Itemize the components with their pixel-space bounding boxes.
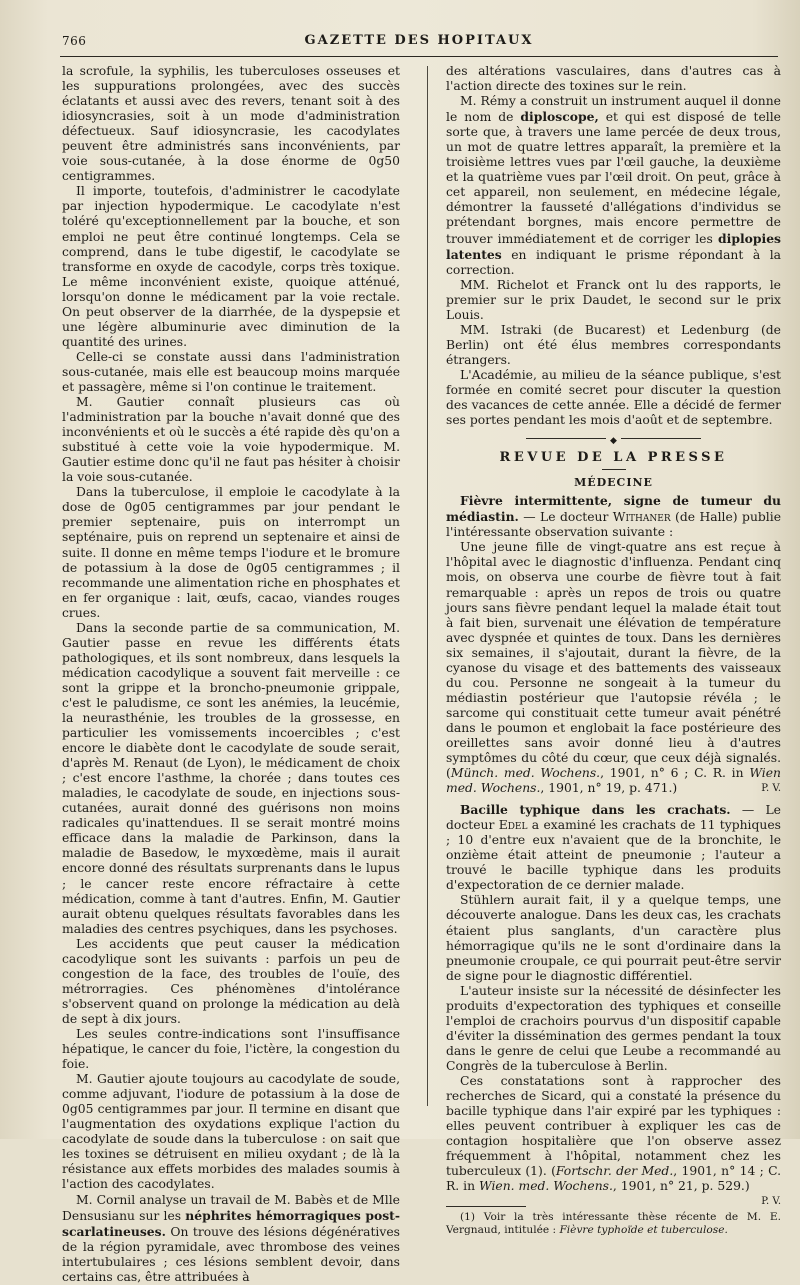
journal-ref: Münch. med. Wochens.: [450, 766, 601, 781]
text-run: — Le docteur: [518, 510, 613, 525]
paragraph: Les accidents que peut causer la médication cacodylique sont les suivants : parfois un peu de congestion de la face, des troubles de l'ouïe, des métrorragies. Ces phénomènes d'intolérance s'observent quand on prolonge la médication au delà de sept à dix jours.: [62, 936, 400, 1026]
text-run: (1) Voir la très intéressante thèse récente de M. E. Vergnaud, intitulée :: [446, 1211, 781, 1236]
text-run: M. Cornil analyse un travail de M. Babès et de Mlle Densusianu sur les: [62, 1192, 400, 1223]
text-run: Une jeune fille de vingt-quatre ans est reçue à l'hôpital avec le diagnostic d'influenza. Pendant cinq mois, on observa une courbe de fièvre tout à fait remarquable : après un repos de trois ou quatre jours sans fièvre pendant lequel la malade était tout à fait bien, survenait une élévation de température avec dyspnée et quintes de toux. Dans les dernières six semaines, il s'ajoutait, durant la fièvre, de la cyanose du visage et des battements des vaisseaux du cou. Personne ne songeait à la tumeur du médiastin postérieur que l'autopsie révéla ; le sarcome qui constituait cette tumeur avait pénétré dans le poumon et englobait la face postérieure des oreillettes sans avoir donné lieu à d'autres symptômes du côté du cœur, que ceux déjà signalés. (: [446, 540, 781, 781]
paragraph: [446, 94, 781, 278]
text-run: M. Rémy a construit un instrument auquel il donne le nom de: [446, 94, 781, 125]
text-run: — Le docteur: [446, 803, 781, 833]
paragraph: [446, 1074, 782, 1208]
column-divider: [427, 66, 428, 1106]
section-ornament: [446, 432, 781, 447]
footnote-rule: [446, 1206, 526, 1207]
right-column: [446, 64, 781, 1236]
short-rule: [602, 469, 626, 470]
paragraph: la scrofule, la syphilis, les tuberculoses osseuses et les suppurations prolongées, avec des succès éclatants et aussi avec des revers, tenant soit à des idiosyncrasies, soit à un mode d'administration défectueux. Sauf idiosyncrasie, les cacodylates peuvent être administrés sans inconvénients, par voie sous-cutanée, à la dose énorme de 0g50 centigrammes.: [62, 64, 400, 184]
journal-ref: Wien. med. Wochens.: [478, 1179, 613, 1194]
running-title: GAZETTE DES HOPITAUX: [304, 33, 534, 48]
paragraph: [446, 540, 781, 796]
article-intro: [446, 802, 781, 893]
page-header: [60, 30, 778, 57]
subsection-title: MÉDECINE: [574, 476, 653, 490]
text-run: en indiquant le prisme répondant à la correction.: [446, 247, 781, 277]
paragraph: M. Gautier connaît plusieurs cas où l'administration par la bouche n'avait donné que des inconvénients et où le succès a été rapide dès qu'on a substitué à cette voie la voie hypodermique. M. Gautier estime donc qu'il ne faut pas hésiter à choisir la voie sous-cutanée.: [62, 395, 400, 485]
paragraph: Celle-ci se constate aussi dans l'administration sous-cutanée, mais elle est beaucoup moins marquée et passagère, même si l'on continue le traitement.: [62, 349, 400, 394]
text-run: Ces constatations sont à rapprocher des recherches de Sicard, qui a constaté la présence du bacille typhique dans l'air expiré par les typhiques : elles peuvent contribuer à expliquer les cas de contagion hospitalière que l'on observe assez fréquemment à l'hôpital, notamment chez les tuberculeux (1). (: [446, 1074, 781, 1179]
journal-ref: Wien med. Wochens.: [446, 766, 781, 796]
text-run: a examiné les crachats de 11 typhiques ; 10 d'entre eux n'avaient que de la bronchite, le onzième était atteint de pneumonie ; l'auteur a trouvé le bacille typhique dans les produits d'expectoration de ce dernier malade.: [446, 818, 781, 893]
text-run: et qui est disposé de telle sorte que, à travers une lame percée de deux trous, un mot de quatre lettres apparaît, la première et la troisième lettres vues par l'œil gauche, la deuxième et la quatrième vues par l'œil droit. On peut, grâce à cet appareil, non seulement, en médecine légale, démontrer la fausseté d'allégations d'individus se prétendant borgnes, mais encore permettre de trouver immédiatement et de corriger les: [446, 110, 781, 246]
bold-term: diplopies latentes: [446, 230, 781, 262]
section-title: REVUE DE LA PRESSE: [499, 450, 728, 466]
author-name: Withaner: [612, 510, 671, 525]
paragraph: MM. Richelot et Franck ont lu des rapports, le premier sur le prix Daudet, le second sur le prix Louis.: [446, 277, 781, 322]
bold-term: néphrites hémorragiques post-scarlatineuses.: [62, 1207, 400, 1239]
left-column: [62, 64, 400, 1285]
footnote: [446, 1211, 781, 1236]
article-signature: P. V.: [761, 783, 781, 795]
article-title: Bacille typhique dans les crachats.: [460, 802, 731, 818]
bold-term: diploscope,: [520, 109, 599, 125]
article-intro: [446, 493, 781, 540]
text-run: , 1901, n° 14 ; C. R. in: [446, 1164, 782, 1194]
paragraph: Les seules contre-indications sont l'insuffisance hépatique, le cancer du foie, l'ictère, la congestion du foie.: [62, 1027, 400, 1072]
article-title: Fièvre intermittente, signe de tumeur du médiastin.: [446, 493, 781, 525]
text-run: On trouve des lésions dégénératives de la région pyramidale, avec thrombose des veines intertubulaires ; ces lésions semblent devoir, dans certains cas, être attribuées à: [62, 1224, 400, 1284]
footnote-title: Fièvre typhoïde et tuberculose.: [559, 1223, 728, 1236]
text-run: , 1901, n° 21, p. 529.): [612, 1179, 750, 1194]
author-name: Edel: [498, 818, 528, 833]
diamond-icon: ◆: [606, 435, 621, 447]
paragraph: [62, 1193, 400, 1285]
paragraph: Dans la tuberculose, il emploie le cacodylate à la dose de 0g05 centigrammes par jour pendant le premier septenaire, puis on interrompt un septénaire, puis on reprend un septenaire et ainsi de suite. Il donne en même temps l'iodure et le bromure de potassium à la dose de 0g05 centigrammes ; il recommande une alimentation riche en phosphates et en fer organique : lait, œufs, cacao, viandes rouges crues.: [62, 485, 401, 620]
text-run: (de Halle) publie l'intéressante observation suivante :: [446, 510, 782, 540]
text-run: , 1901, n° 6 ; C. R. in: [600, 766, 750, 781]
paragraph: Dans la seconde partie de sa communication, M. Gautier passe en revue les différents états pathologiques, et ils sont nombreux, dans lesquels la médication cacodylique a souvent fait merveille : ce sont la grippe et la broncho-pneumonie grippale, c'est le paludisme, ce sont les anémies, la leucémie, la neurasthénie, les troubles de la grossesse, en particulier les vomissements incoercibles ; c'est encore le diabète dont le cacodylate de soude serait, d'après M. Renaut (de Lyon), le médicament de choix ; c'est encore l'asthme, la chorée ; dans toutes ces maladies, le cacodylate de soude, en injections sous-cutanées, aurait donné des guérisons non moins radicales qu'inattendues. Il se serait montré moins efficace dans la maladie de Parkinson, dans la maladie de Basedow, le myxœdème, mais il aurait encore donné des résultats surprenants dans le lupus ; le cancer reste encore réfractaire à cette médication, comme à tant d'autres. Enfin, M. Gautier aurait obtenu quelques résultats favorables dans les maladies des centres psychiques, dans les psychoses.: [62, 620, 400, 936]
journal-ref: Fortschr. der Med.: [555, 1164, 674, 1179]
article-signature: P. V.: [761, 1196, 781, 1208]
paragraph: L'auteur insiste sur la nécessité de désinfecter les produits d'expectoration des typhiques et conseille l'emploi de crachoirs pourvus d'un dispositif capable d'éviter la dissémination des germes pendant la toux dans le genre de celui que Leube a recommandé au Congrès de la tuberculose à Berlin.: [446, 983, 781, 1073]
paragraph: M. Gautier ajoute toujours au cacodylate de soude, comme adjuvant, l'iodure de potassium à la dose de 0g05 centigrammes par jour. Il termine en disant que l'augmentation des oxydations explique l'action du cacodylate de soude dans la tuberculose : on sait que les toxines se détruisent en milieu oxydant ; de là la résistance aux effets morbides des malades soumis à l'action des cacodylates.: [62, 1072, 400, 1192]
page-number: 766: [62, 34, 87, 48]
paragraph: des altérations vasculaires, dans d'autres cas à l'action directe des toxines sur le rein.: [446, 64, 781, 94]
paragraph: MM. Istraki (de Bucarest) et Ledenburg (de Berlin) ont été élus membres correspondants étrangers.: [446, 322, 781, 367]
text-run: , 1901, n° 19, p. 471.): [540, 781, 678, 796]
paragraph: Il importe, toutefois, d'administrer le cacodylate par injection hypodermique. Le cacodylate n'est toléré qu'exceptionnellement par la bouche, et son emploi ne peut être continué longtemps. Cela se comprend, dans le tube digestif, le cacodylate se transforme en oxyde de cacodyle, corps très toxique. Le même inconvénient existe, quoique atténué, lorsqu'on donne le médicament par la voie rectale. On peut observer de la diarrhée, de la dyspepsie et une légère albuminurie avec diminution de la quantité des urines.: [62, 184, 400, 349]
paragraph: Stühlern aurait fait, il y a quelque temps, une découverte analogue. Dans les deux cas, les crachats étaient plus sanglants, d'un caractère plus hémorragique qu'ils ne le sont d'ordinaire dans la pneumonie croupale, ce qui pourrait peut-être servir de signe pour le diagnostic différentiel.: [446, 893, 781, 983]
paragraph: L'Académie, au milieu de la séance publique, s'est formée en comité secret pour discuter la question des vacances de cette année. Elle a décidé de fermer ses portes pendant les mois d'août et de septembre.: [446, 367, 781, 428]
